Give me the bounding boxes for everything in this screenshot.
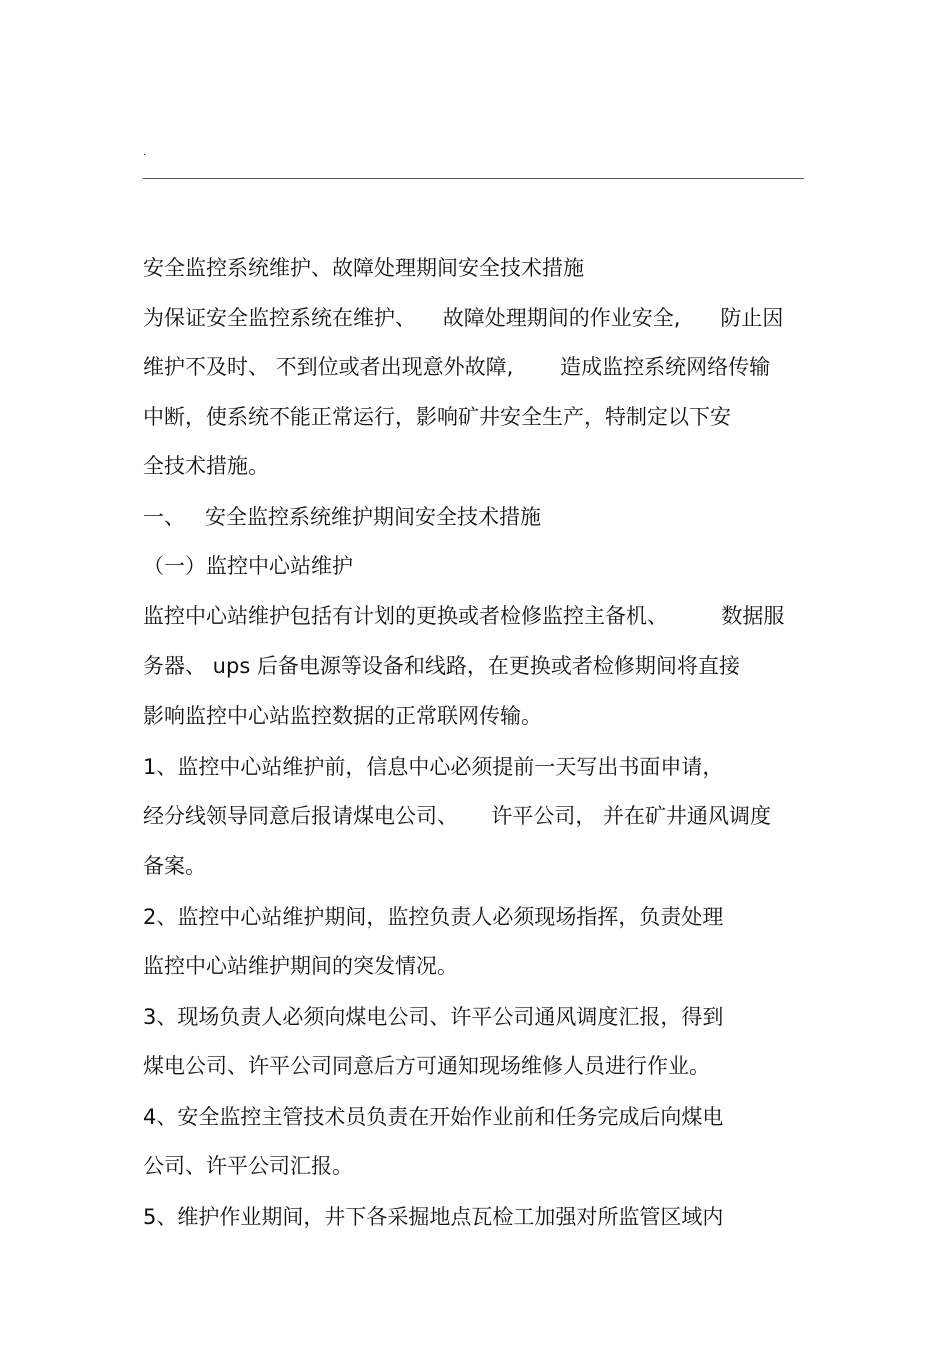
intro-line-1: 为保证安全监控系统在维护、 故障处理期间的作业安全, 防止因: [143, 306, 784, 330]
section-heading: 一、 安全监控系统维护期间安全技术措施: [143, 505, 542, 529]
intro-line-4: 全技术措施。: [143, 454, 269, 478]
item-3-line-2: 煤电公司、许平公司同意后方可通知现场维修人员进行作业。: [143, 1054, 710, 1078]
subsection-body-line-3: 影响监控中心站监控数据的正常联网传输。: [143, 704, 542, 728]
document-title: 安全监控系统维护、故障处理期间安全技术措施: [143, 256, 584, 280]
subsection-body-line-2: 务器、 ups 后备电源等设备和线路，在更换或者检修期间将直接: [143, 654, 740, 678]
item-1-line-3: 备案。: [143, 854, 206, 878]
subsection-body-line-1: 监控中心站维护包括有计划的更换或者检修监控主备机、 数据服: [143, 604, 785, 628]
item-5-line-1: 5、维护作业期间，井下各采掘地点瓦检工加强对所监管区域内: [143, 1205, 724, 1229]
header-rule: [143, 178, 804, 179]
intro-line-2: 维护不及时、 不到位或者出现意外故障, 造成监控系统网络传输: [143, 355, 771, 379]
item-2-line-1: 2、监控中心站维护期间，监控负责人必须现场指挥，负责处理: [143, 905, 724, 929]
item-2-line-2: 监控中心站维护期间的突发情况。: [143, 954, 458, 978]
item-1-line-2: 经分线领导同意后报请煤电公司、 许平公司， 并在矿井通风调度: [143, 804, 772, 828]
item-4-line-2: 公司、许平公司汇报。: [143, 1154, 353, 1178]
subsection-heading: （一）监控中心站维护: [143, 554, 353, 578]
intro-line-3: 中断，使系统不能正常运行，影响矿井安全生产，特制定以下安: [143, 405, 731, 429]
item-3-line-1: 3、现场负责人必须向煤电公司、许平公司通风调度汇报，得到: [143, 1005, 724, 1029]
item-4-line-1: 4、安全监控主管技术员负责在开始作业前和任务完成后向煤电: [143, 1105, 724, 1129]
header-mark: .: [143, 147, 147, 158]
item-1-line-1: 1、监控中心站维护前，信息中心必须提前一天写出书面申请，: [143, 755, 724, 779]
